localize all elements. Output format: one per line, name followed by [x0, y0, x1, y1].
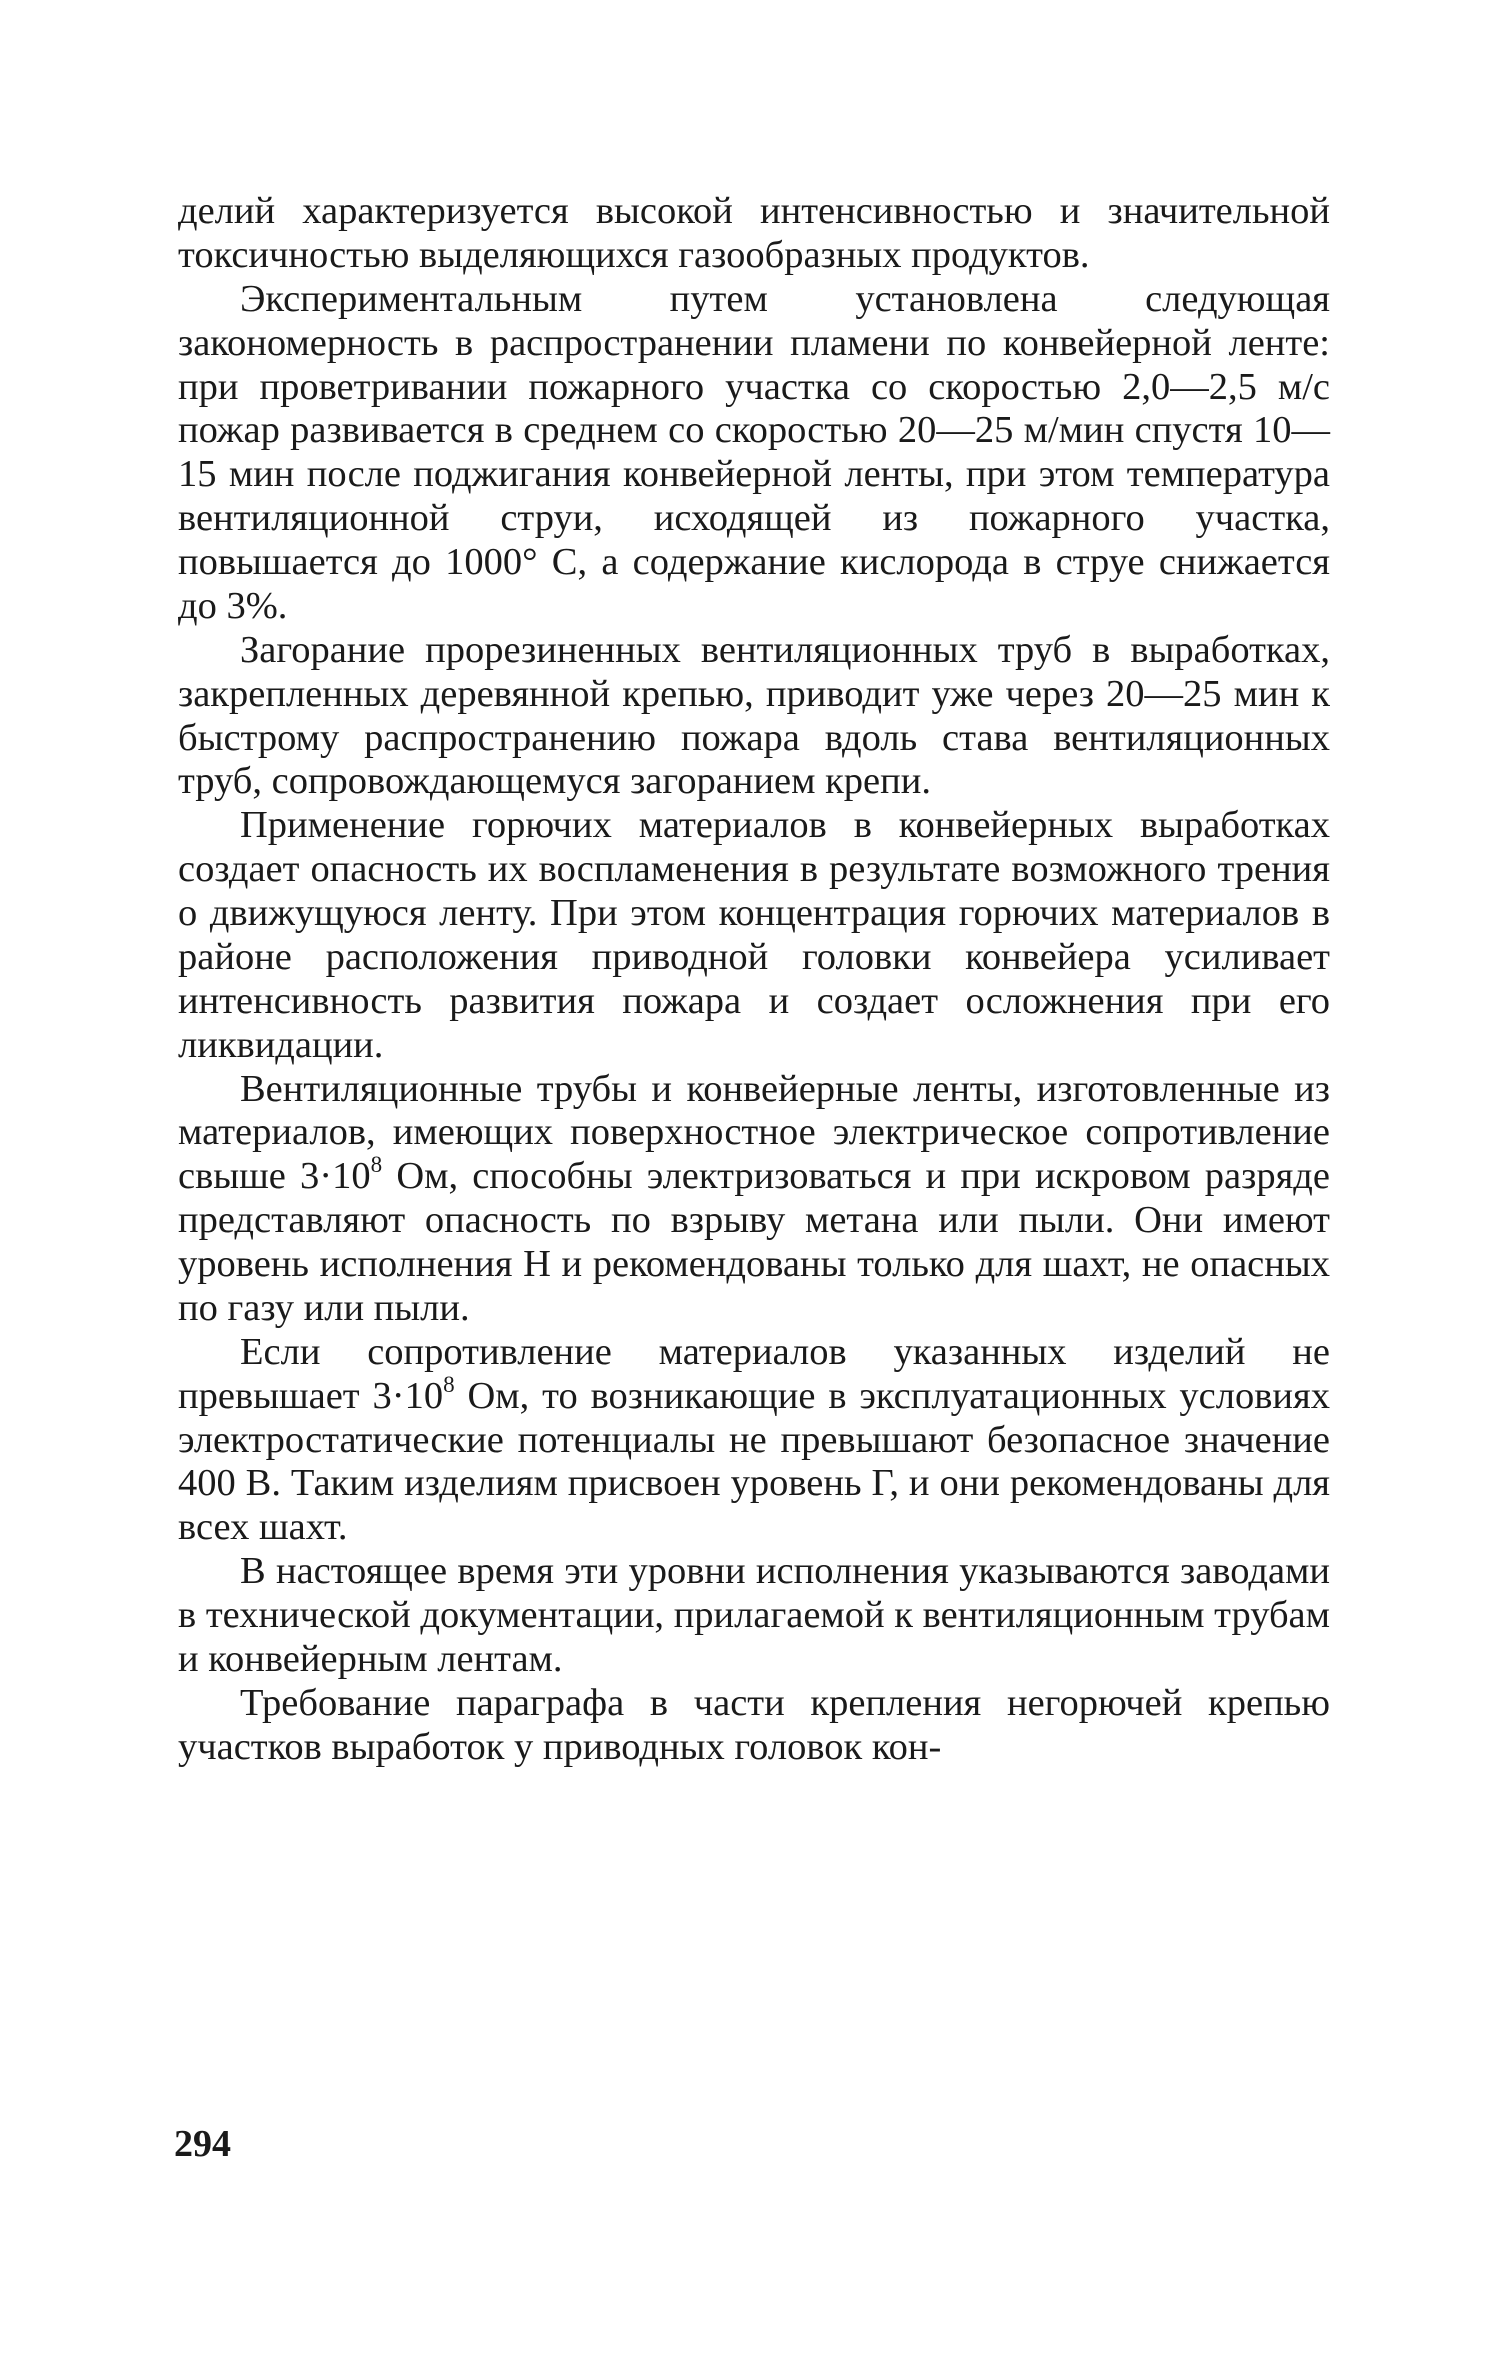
paragraph-5-text-a: Вентиляционные трубы и конвейерные ленты, изготовленные из материалов, имеющих поверхностное электрическое сопротивление свыше 3·10: [178, 1067, 1330, 1198]
paragraph-6-text-a: Если сопротивление материалов указанных изделий не превышает 3·10: [178, 1330, 1330, 1417]
paragraph-8: Требование параграфа в части крепления негорючей крепью участков выработок у приводных головок кон-: [178, 1681, 1330, 1768]
paragraph-5: [178, 1068, 1330, 1331]
page-number: 294: [174, 2123, 231, 2165]
exponent: 8: [443, 1370, 455, 1397]
paragraph-4: Применение горючих материалов в конвейерных выработках создает опасность их воспламенения в результате возможного трения о движущуюся ленту. При этом концентрация горючих материалов в районе расположения приводной головки конвейера усиливает интенсивность развития пожара и создает осложнения при его ликвидации.: [178, 804, 1330, 1066]
exponent: 8: [370, 1151, 383, 1178]
paragraph-5-text-b: Ом, способны электризоваться и при искровом разряде представляют опасность по взрыву метана или пыли. Они имеют уровень исполнения Н и рекомендованы только для шахт, не опасных по газу или пыли.: [178, 1155, 1330, 1329]
paragraph-6-text-b: Ом, то возникающие в эксплуатационных условиях электростатические потенциалы не превышают безопасное значение 400 В. Таким изделиям присвоен уровень Г, и они рекомендованы для всех шахт.: [178, 1374, 1330, 1549]
paragraph-7: В настоящее время эти уровни исполнения указываются заводами в технической документации, прилагаемой к вентиляционным трубам и конвейерным лентам.: [178, 1550, 1330, 1680]
paragraph-1: делий характеризуется высокой интенсивностью и значительной токсичностью выделяющихся газообразных продуктов.: [178, 190, 1330, 276]
paragraph-3: Загорание прорезиненных вентиляционных труб в выработках, закрепленных деревянной крепью, приводит уже через 20—25 мин к быстрому распространению пожара вдоль става вентиляционных труб, сопровождающемуся загоранием крепи.: [178, 628, 1330, 803]
paragraph-6: [178, 1331, 1330, 1550]
paragraph-2: Экспериментальным путем установлена следующая закономерность в распространении пламени по конвейерной ленте: при проветривании пожарного участка со скоростью 2,0—2,5 м/с пожар развивается в среднем со скоростью 20—25 м/мин спустя 10—15 мин после поджигания конвейерной ленты, при этом температура вентиляционной струи, исходящей из пожарного участка, повышается до 1000° С, а содержание кислорода в струе снижается до 3%.: [178, 277, 1330, 627]
page-text: [178, 190, 1330, 1770]
